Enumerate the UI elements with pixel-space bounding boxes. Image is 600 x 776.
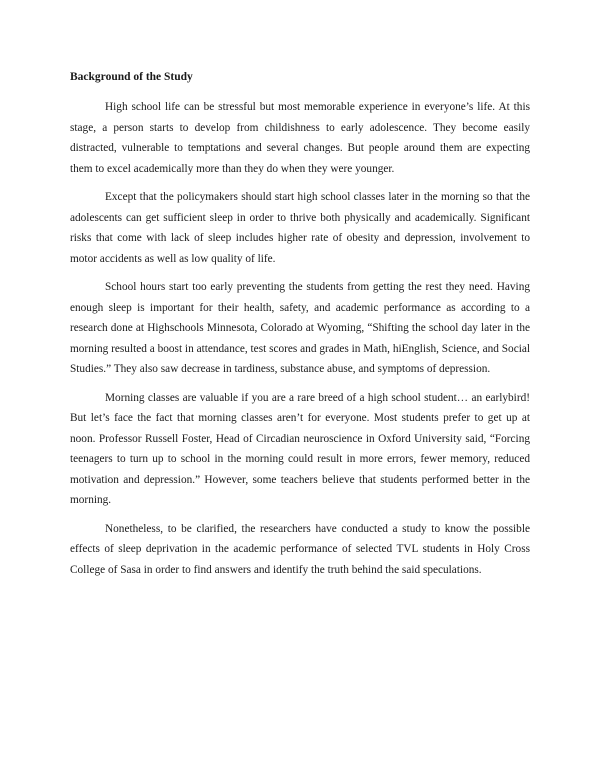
paragraph-5: Nonetheless, to be clarified, the researchers have conducted a study to know the possible effects of sleep deprivation in the academic performance of selected TVL students in Holy Cross College of Sasa in order to find answers and identify the truth behind the said speculations. [70,522,530,576]
paragraph-2: Except that the policymakers should start high school classes later in the morning so that the adolescents can get sufficient sleep in order to thrive both physically and academically. Significant risks that come with lack of sleep includes higher rate of obesity and depression, involvement to motor accidents as well as low quality of life. [70,191,530,265]
section-heading: Background of the Study [70,71,193,83]
paragraph-1: High school life can be stressful but most memorable experience in everyone’s life. At this stage, a person starts to develop from childishness to early adolescence. They become easily distracted, vulnerable to temptations and several changes. But people around them are expecting them to excel academically more than they do when they were younger. [70,101,530,175]
paragraph-4: Morning classes are valuable if you are a rare breed of a high school student… an earlybird! But let’s face the fact that morning classes aren’t for everyone. Most students prefer to get up at noon. Professor Russell Foster, Head of Circadian neuroscience in Oxford University said, “Forcing teenagers to turn up to school in the morning could result in more errors, fewer memory, reduced motivation and depression.” However, some teachers believe that students performed better in the morning. [70,391,530,506]
document-body [70,70,530,588]
paragraph-3: School hours start too early preventing the students from getting the rest they need. Having enough sleep is important for their health, safety, and academic performance as according to a research done at Highschools Minnesota, Colorado at Wyoming, “Shifting the school day later in the morning resulted a boost in attendance, test scores and grades in Math, hiEnglish, Science, and Social Studies.” They also saw decrease in tardiness, substance abuse, and symptoms of depression. [70,281,530,375]
